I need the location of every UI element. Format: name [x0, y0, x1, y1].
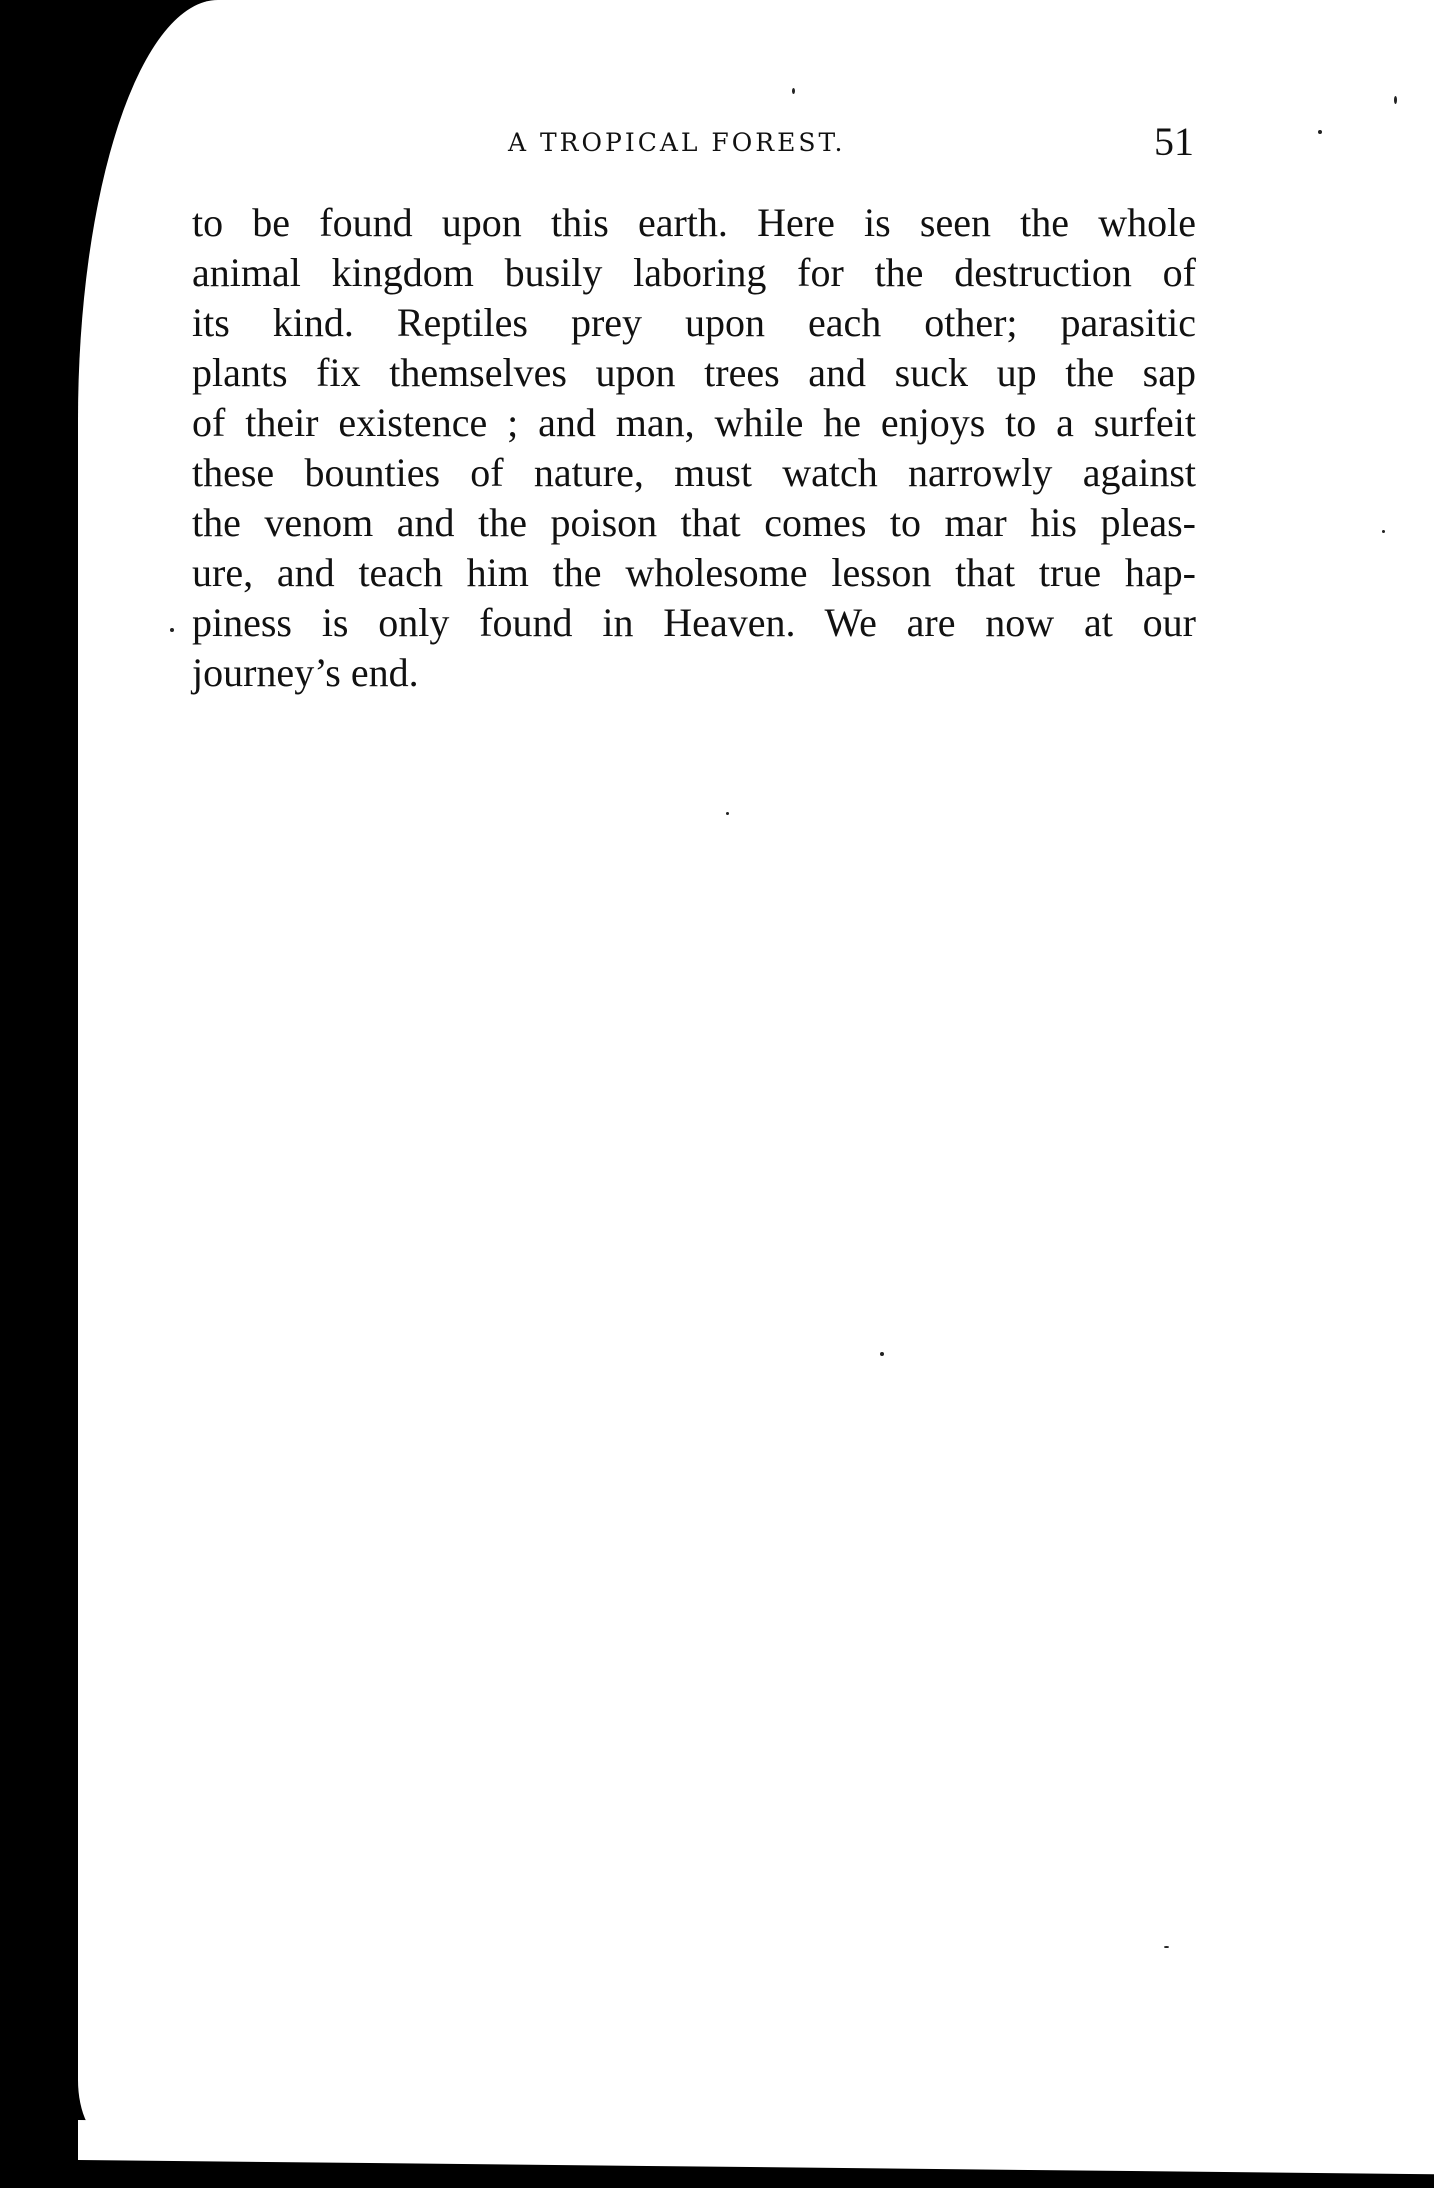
scan-speck	[792, 88, 795, 94]
text-line: ure, and teach him the wholesome lesson that true hap-	[192, 550, 1196, 595]
text-line: piness is only found in Heaven. We are now at our	[192, 600, 1196, 645]
text-line: of their existence ; and man, while he enjoys to a surfeit	[192, 400, 1196, 445]
scan-speck	[1164, 1946, 1169, 1948]
scan-speck	[1394, 96, 1397, 104]
text-line: to be found upon this earth. Here is seen the whole	[192, 200, 1196, 245]
text-line: its kind. Reptiles prey upon each other; parasitic	[192, 300, 1196, 345]
scan-speck	[880, 1352, 884, 1356]
page-header	[190, 118, 1194, 168]
text-line: these bounties of nature, must watch narrowly against	[192, 450, 1196, 495]
scan-speck	[726, 812, 729, 815]
text-line: journey’s end.	[192, 650, 419, 695]
text-line: plants fix themselves upon trees and suck up the sap	[192, 350, 1196, 395]
scan-speck	[170, 628, 174, 632]
page-number: 51	[1154, 119, 1194, 164]
scan-speck	[1318, 130, 1322, 134]
body-paragraph	[192, 198, 1196, 698]
text-line: the venom and the poison that comes to mar his pleas-	[192, 500, 1196, 545]
running-head: A TROPICAL FOREST.	[508, 128, 846, 157]
scan-speck	[1382, 530, 1385, 533]
text-line: animal kingdom busily laboring for the destruction of	[192, 250, 1196, 295]
